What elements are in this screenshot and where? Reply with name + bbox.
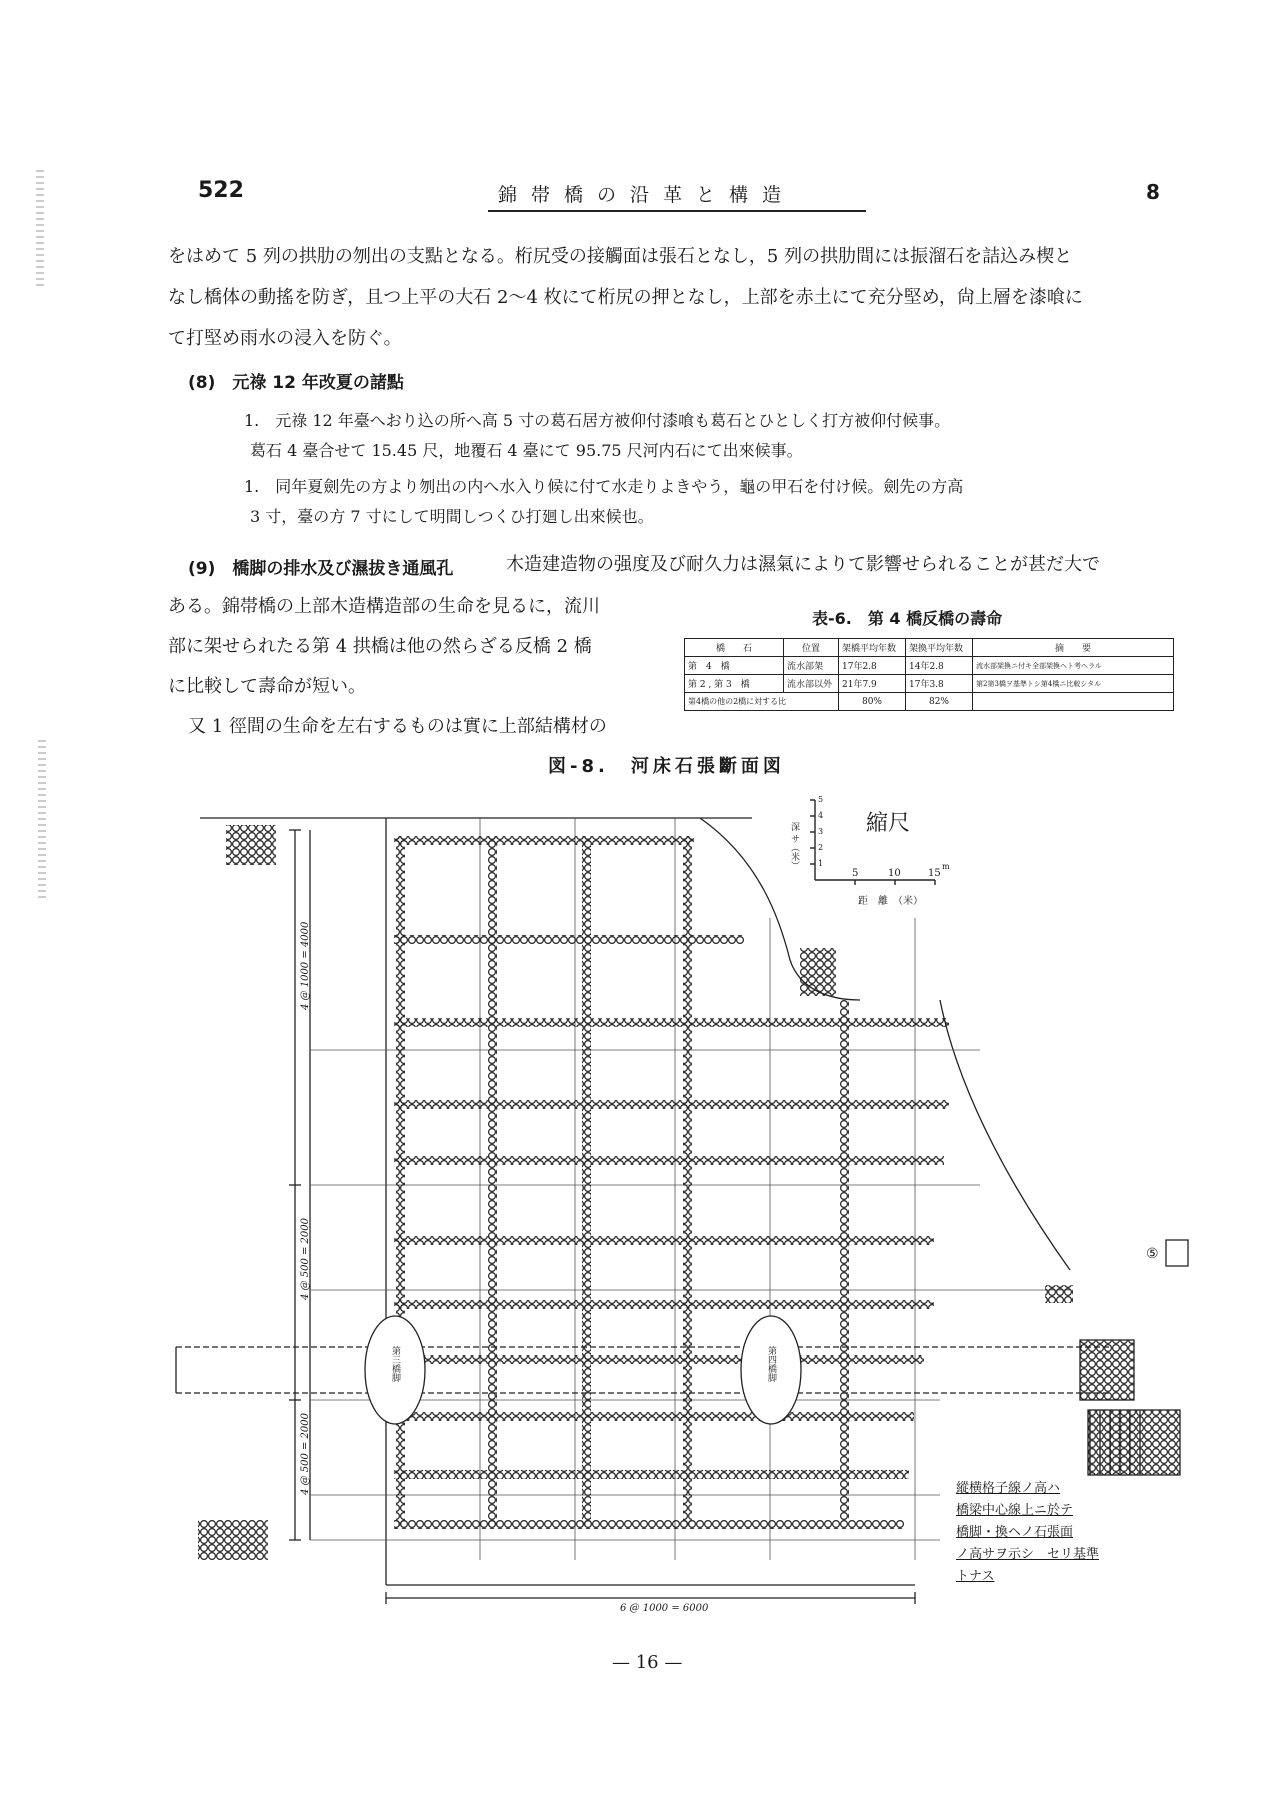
page-number: 522 [198, 178, 244, 203]
table-cell: 14年2.8 [906, 657, 973, 675]
table-header-cell: 橋 石 [685, 639, 784, 657]
scale-vtick: 4 [818, 811, 824, 820]
scale-vtick: 5 [818, 795, 824, 804]
table-header-cell: 摘 要 [973, 639, 1174, 657]
section-9-line-1: 木造建造物の强度及び耐久力は濕氣によりて影響せられることが甚だ大で [506, 554, 1100, 575]
figure-note [956, 1478, 1099, 1588]
table-header-cell: 位置 [784, 639, 839, 657]
table-cell: 17年2.8 [839, 657, 906, 675]
section-8-quote-1: 1. 元祿 12 年臺へおり込の所へ高 5 寸の葛石居方被仰付漆喰も葛石とひとしく打方被仰付候事。 [244, 411, 951, 430]
scale-vtick: 2 [818, 843, 824, 852]
note-line: トナス [956, 1569, 995, 1584]
note-line: ノ高サヲ示シ セリ基準 [956, 1547, 1100, 1562]
footer-page: — 16 — [612, 1652, 683, 1673]
intro-line-2: なし橋体の動搖を防ぎ，且つ上平の大石 2〜4 枚にて桁尻の押となし，上部を赤土にて充分堅め，尙上層を漆喰に [168, 287, 1083, 308]
section-9-line-4: に比較して壽命が短い。 [168, 676, 366, 697]
scale-vtick: 3 [818, 827, 824, 836]
table-cell: 流水部架 [784, 657, 839, 675]
table-cell: 第4橋の他の2橋に対する比 [685, 693, 839, 711]
dim-left-mid: 4 @ 500 = 2000 [300, 1218, 311, 1300]
section-9-line-2: ある。錦帯橋の上部木造構造部の生命を見るに，流川 [168, 596, 600, 617]
circled-mark: ⑤ [1146, 1246, 1159, 1262]
section-8-quote-3: 1. 同年夏劍先の方より刎出の内へ水入り候に付て水走りよきやう，龜の甲石を付け候。劍先の方高 [244, 477, 964, 496]
table-cell: 第2第3橋ヲ基準トシ第4橋ニ比較シタル [973, 675, 1174, 693]
note-line: 縱横格子線ノ高ハ [956, 1481, 1061, 1496]
table-cell: 第 2 , 第 3 橋 [685, 675, 784, 693]
pier-left-label: 第三橋脚 [390, 1346, 400, 1382]
intro-line-1: をはめて 5 列の拱肋の刎出の支點となる。桁尻受の接觸面は張石となし，5 列の拱肋間には振溜石を詰込み楔と [168, 246, 1073, 267]
section-number: 8 [1146, 180, 1160, 204]
scale-title: 縮尺 [866, 811, 911, 836]
section-8-quote-4: 3 寸，臺の方 7 寸にして明間しつくひ打廻し出來候也。 [250, 507, 654, 526]
table-cell: 流水部以外 [784, 675, 839, 693]
table-cell: 第 4 橋 [685, 657, 784, 675]
table-cell: 82% [906, 693, 973, 711]
section-9-line-5: 又 1 徑間の生命を左右するものは實に上部結構材の [188, 716, 607, 737]
scale-tick: 5 [852, 868, 859, 879]
pier-right-label: 第四橋脚 [766, 1346, 776, 1382]
table-cell: 17年3.8 [906, 675, 973, 693]
scale-vtick: 1 [818, 859, 824, 868]
table-cell: 21年7.9 [839, 675, 906, 693]
section-8-quote-2: 葛石 4 臺合せて 15.45 尺，地覆石 4 臺にて 95.75 尺河内石にて出來候事。 [250, 441, 803, 460]
section-9-line-3: 部に架せられたる第 4 拱橋は他の然らざる反橋 2 橋 [168, 636, 592, 657]
section-9-heading: (9) 橋脚の排水及び濕拔き通風孔 [188, 559, 454, 579]
note-line: 橋梁中心線上ニ於テ [956, 1503, 1074, 1518]
dim-bottom: 6 @ 1000 = 6000 [620, 1603, 709, 1614]
scale-unit: m [942, 862, 950, 871]
table-cell: 流水部架換ニ付キ全部架換ヘト考ヘラル [973, 657, 1174, 675]
table-cell: 80% [839, 693, 906, 711]
scale-vlabel: 深 サ（米） [789, 822, 799, 870]
table-header-cell: 架換平均年数 [906, 639, 973, 657]
dim-left-bot: 4 @ 500 = 2000 [300, 1413, 311, 1495]
scale-tick: 15 [928, 868, 941, 879]
running-title: 錦帯橋の沿革と構造 [498, 184, 796, 206]
intro-line-3: て打堅め雨水の浸入を防ぐ。 [168, 328, 402, 349]
dim-left-top: 4 @ 1000 = 4000 [300, 921, 311, 1010]
figure-title: 図-8. 河床石張斷面図 [548, 756, 785, 777]
table-header-cell: 架橋平均年数 [839, 639, 906, 657]
scale-axis-label: 距 離 （米） [858, 896, 923, 907]
table-caption: 表-6. 第 4 橋反橋の壽命 [812, 609, 1003, 628]
section-8-heading: (8) 元祿 12 年改夏の諸點 [188, 373, 404, 393]
note-line: 橋脚・換ヘノ石張面 [956, 1525, 1074, 1540]
scale-tick: 10 [888, 868, 901, 879]
